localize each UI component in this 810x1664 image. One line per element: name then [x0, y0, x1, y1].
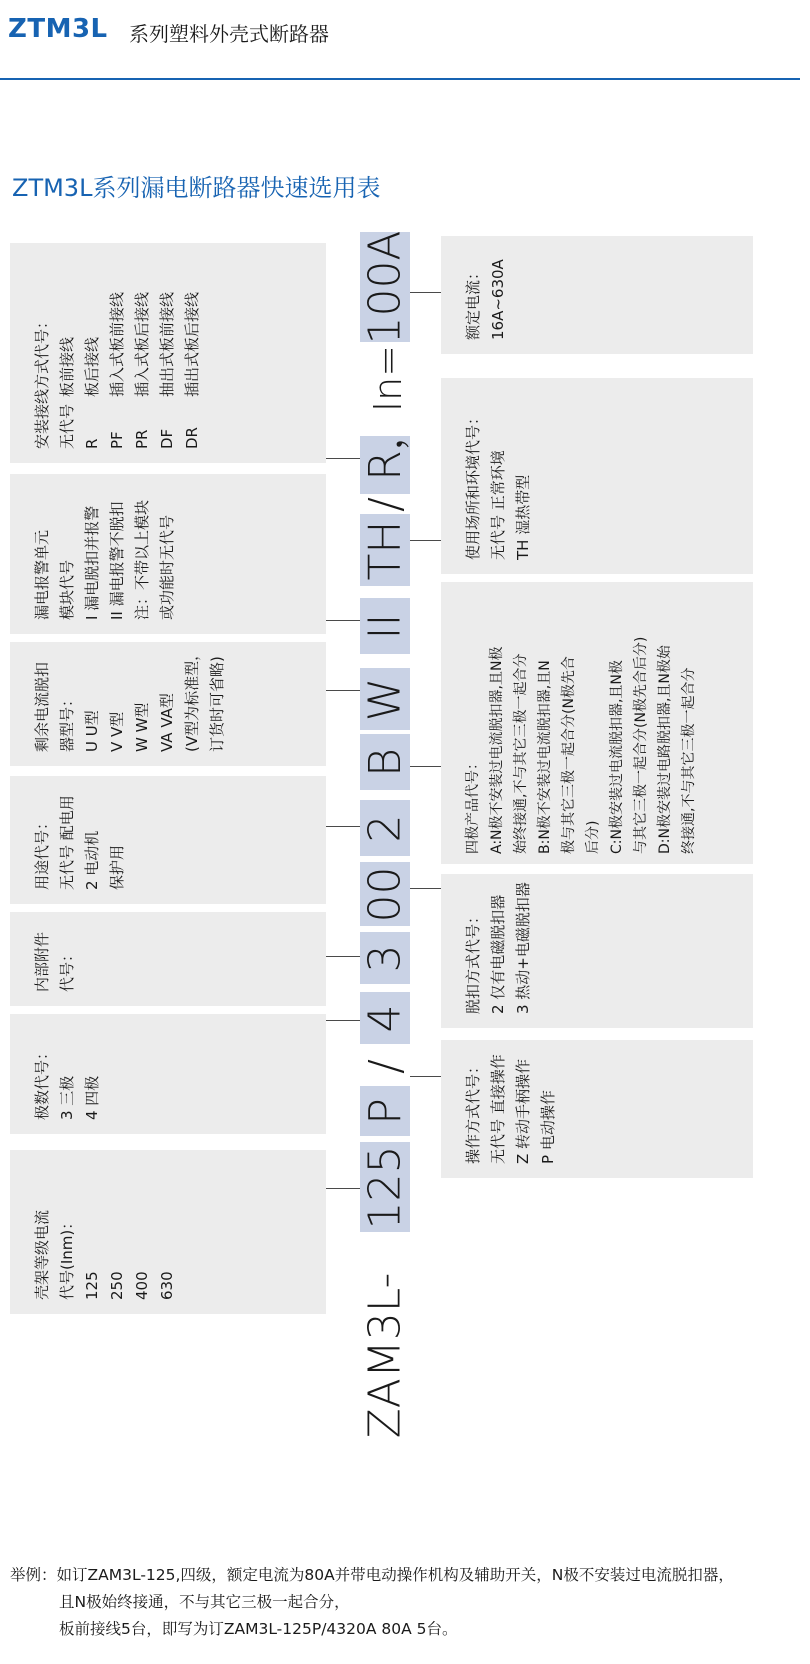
accessory-line: 代号： — [58, 946, 76, 992]
residual-current-box — [10, 642, 326, 766]
mount-title: 安装接线方式代号： — [33, 313, 51, 449]
alarm-line: 模块代号 — [58, 559, 76, 620]
four-pole-line: 四极产品代号： — [465, 756, 481, 854]
four-pole-line: 后分) — [585, 820, 601, 854]
code-current — [359, 229, 411, 345]
connector-line — [326, 1188, 360, 1189]
code-mount — [360, 436, 410, 494]
accessory-line: 内部附件 — [33, 931, 51, 992]
code-p-text: P — [359, 1097, 411, 1125]
code-usage-text: 2 — [359, 814, 411, 842]
rated-current-box — [441, 236, 753, 354]
current-line: 额定电流： — [464, 264, 482, 340]
connector-line — [410, 292, 441, 293]
code-residual-text: W — [359, 677, 411, 721]
connector-line — [410, 888, 441, 889]
code-prefix — [360, 1260, 410, 1450]
operation-mode-box — [441, 1040, 753, 1178]
example-line: 板前接线5台，即写为订ZAM3L-125P/4320A 80A 5台。 — [59, 1620, 458, 1638]
mount-desc: 板前接线 — [58, 336, 76, 397]
mount-desc: 板后接线 — [83, 336, 101, 397]
connector-line — [326, 458, 360, 459]
header-divider — [0, 78, 800, 80]
residual-line: W W型 — [133, 702, 151, 752]
section-subtitle: ZTM3L系列漏电断路器快速选用表 — [12, 174, 381, 202]
code-slash2-text: / — [359, 496, 411, 512]
code-prefix-text: ZAM3L- — [359, 1272, 411, 1438]
code-env — [360, 514, 410, 586]
connector-line — [410, 1076, 441, 1077]
env-line: TH 湿热带型 — [514, 474, 532, 560]
trip-line: 2 仅有电磁脱扣器 — [489, 894, 507, 1014]
example-line: 且N极始终接通，不与其它三极一起合分， — [59, 1593, 350, 1611]
four-pole-line: B:N极不安装过电流脱扣器,且N — [537, 660, 553, 854]
code-trip-text: 3 — [359, 944, 411, 972]
connector-line — [410, 766, 441, 767]
code-mount-text: R — [359, 449, 411, 481]
operation-line: 无代号 直接操作 — [489, 1054, 507, 1164]
mount-code: DF — [158, 428, 176, 449]
four-pole-line: A:N极不安装过电流脱扣器,且N极 — [489, 646, 505, 854]
trip-line: 脱扣方式代号： — [464, 908, 482, 1014]
code-p — [360, 1086, 410, 1136]
code-frame-text: 125 — [359, 1145, 411, 1229]
mount-code: PF — [108, 431, 126, 449]
four-pole-line: 始终接通,不与其它三极一起合分 — [513, 653, 529, 854]
connector-line — [326, 1020, 360, 1021]
poles-line: 极数代号： — [33, 1044, 51, 1120]
environment-box — [441, 378, 753, 574]
frame-line: 代号(Inm)： — [58, 1214, 76, 1300]
code-in — [360, 344, 411, 450]
code-slash1-text: / — [359, 1058, 411, 1074]
residual-line: VA VA型 — [158, 693, 176, 752]
frame-line: 630 — [158, 1271, 176, 1300]
code-alarm — [360, 598, 410, 654]
operation-line: Z 转动手柄操作 — [514, 1058, 532, 1164]
frame-line: 400 — [133, 1271, 151, 1300]
alarm-line: 或功能时无代号 — [158, 514, 176, 620]
usage-line: 2 电动机 — [83, 830, 101, 890]
four-pole-line: 终接通,不与其它三极一起合分 — [681, 667, 697, 854]
usage-line: 用途代号： — [33, 814, 51, 890]
example-line: 举例：如订ZAM3L-125,四级，额定电流为80A并带电动操作机构及辅助开关，N极不安装过电流脱扣器， — [10, 1566, 734, 1584]
env-line: 无代号 正常环境 — [489, 450, 507, 560]
current-line: 16A~630A — [489, 259, 507, 340]
residual-line: 订货时可省略) — [208, 656, 226, 752]
connector-line — [326, 956, 360, 957]
mount-desc: 抽出式板前接线 — [158, 291, 176, 397]
order-example — [10, 1562, 734, 1643]
mount-code: DR — [183, 427, 201, 449]
accessory-box — [10, 912, 326, 1006]
code-env-text: TH — [359, 520, 411, 580]
mount-desc: 插入式板后接线 — [133, 291, 151, 397]
mount-desc: 插出式板后接线 — [183, 291, 201, 397]
code-accessory-text: 00 — [359, 866, 411, 922]
code-alarm-text: II — [359, 613, 411, 639]
code-accessory — [360, 862, 410, 926]
alarm-line: I 漏电脱扣并报警 — [83, 505, 101, 620]
code-current-text: 100A — [359, 229, 411, 345]
four-pole-line: 与其它三极一起合分(N极先合后分) — [633, 636, 649, 854]
alarm-module-box — [10, 474, 326, 634]
four-pole-line: 极与其它三极一起合分(N极先合 — [561, 656, 577, 854]
code-four-pole-text: B — [359, 747, 411, 777]
mount-code: PR — [133, 429, 151, 449]
page-title: 系列塑料外壳式断路器 — [129, 22, 329, 46]
brand-logo-text: ZTM3L — [8, 14, 108, 44]
trip-type-box — [441, 874, 753, 1028]
residual-line: V V型 — [108, 711, 126, 752]
alarm-line: II 漏电报警不脱扣 — [108, 501, 126, 620]
residual-line: 器型号： — [58, 691, 76, 752]
usage-box — [10, 776, 326, 904]
code-slash1 — [360, 1046, 410, 1086]
residual-line: (V型为标准型， — [183, 645, 201, 752]
usage-line: 保护用 — [108, 844, 126, 890]
connector-line — [326, 620, 360, 621]
connector-line — [410, 540, 441, 541]
code-residual — [360, 668, 410, 730]
operation-line: P 电动操作 — [539, 1090, 557, 1164]
four-pole-box — [441, 582, 753, 864]
operation-line: 操作方式代号： — [464, 1058, 482, 1164]
trip-line: 3 热动+电磁脱扣器 — [514, 882, 532, 1014]
frame-line: 250 — [108, 1271, 126, 1300]
env-line: 使用场所和环境代号： — [464, 409, 482, 560]
frame-current-box — [10, 1150, 326, 1314]
code-poles — [360, 992, 410, 1044]
code-frame — [360, 1142, 410, 1232]
alarm-line: 注：不带以上模块 — [133, 499, 151, 620]
code-usage — [360, 800, 410, 856]
residual-line: 剩余电流脱扣 — [33, 661, 51, 752]
connector-line — [326, 690, 360, 691]
alarm-line: 漏电报警单元 — [33, 529, 51, 620]
poles-line: 4 四极 — [83, 1075, 101, 1120]
code-poles-text: 4 — [359, 1004, 411, 1032]
frame-line: 壳架等级电流 — [33, 1209, 51, 1300]
four-pole-line: D:N极安装过电路脱扣器,且N极始 — [657, 645, 673, 854]
poles-line: 3 三极 — [58, 1075, 76, 1120]
poles-box — [10, 1014, 326, 1134]
code-slash2 — [360, 494, 410, 514]
mount-type-box — [10, 243, 326, 463]
residual-line: U U型 — [83, 710, 101, 752]
frame-line: 125 — [83, 1271, 101, 1300]
mount-desc: 插入式板前接线 — [108, 291, 126, 397]
code-four-pole — [360, 734, 410, 790]
four-pole-line: C:N极安装过电流脱扣器,且N极 — [609, 660, 625, 854]
mount-code: R — [83, 438, 101, 449]
connector-line — [326, 826, 360, 827]
usage-line: 无代号 配电用 — [58, 795, 76, 890]
code-in-text: ，In= — [366, 344, 411, 450]
code-trip — [360, 932, 410, 984]
mount-code: 无代号 — [58, 403, 76, 449]
